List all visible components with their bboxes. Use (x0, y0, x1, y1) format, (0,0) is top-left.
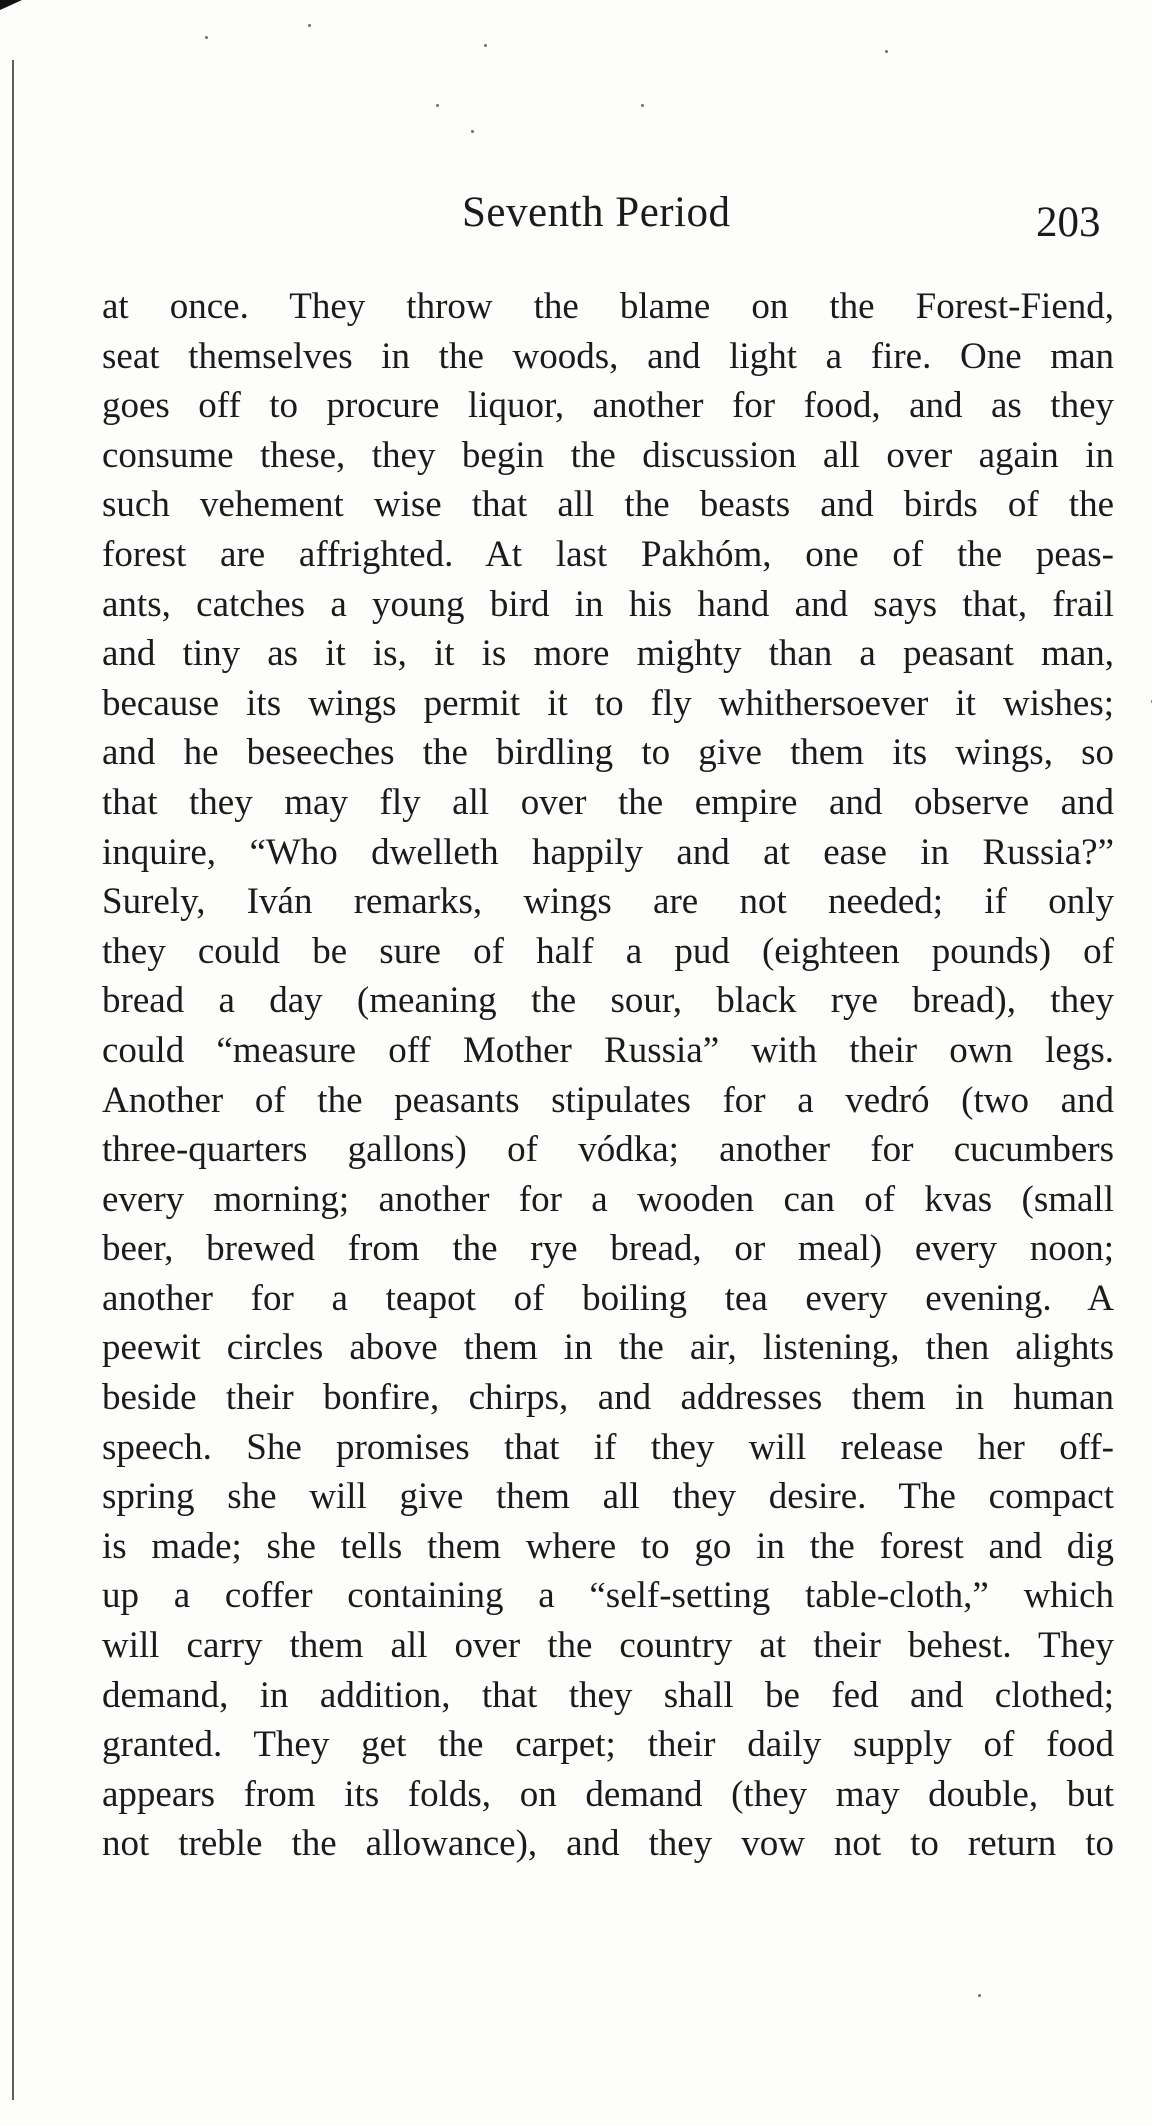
text-line: peewit circles above them in the air, listening, then alights (102, 1327, 1114, 1369)
text-line: and tiny as it is, it is more mighty than a peasant man, (102, 633, 1114, 675)
text-line: they could be sure of half a pud (eighteen pounds) of (102, 930, 1114, 972)
text-line: will carry them all over the country at their behest. They (102, 1625, 1114, 1667)
text-line: Surely, Iván remarks, wings are not needed; if only (102, 881, 1114, 923)
text-line: demand, in addition, that they shall be fed and clothed; (102, 1674, 1114, 1716)
text-line: forest are affrighted. At last Pakhóm, one of the peas- (102, 533, 1114, 575)
text-line: every morning; another for a wooden can of kvas (small (102, 1178, 1114, 1220)
text-line: three-quarters gallons) of vódka; another for cucumbers (102, 1129, 1114, 1171)
text-line: spring she will give them all they desire. The compact (102, 1476, 1114, 1518)
text-line: and he beseeches the birdling to give them its wings, so (102, 732, 1114, 774)
text-line: bread a day (meaning the sour, black rye bread), they (102, 980, 1114, 1022)
scan-speck (471, 130, 474, 133)
text-line: beer, brewed from the rye bread, or meal) every noon; (102, 1228, 1114, 1270)
text-line: because its wings permit it to fly whithersoever it wishes; (102, 682, 1114, 724)
scan-speck (205, 36, 208, 39)
text-line: appears from its folds, on demand (they may double, but (102, 1773, 1114, 1815)
page-header (0, 188, 1152, 248)
text-line: beside their bonfire, chirps, and addresses them in human (102, 1377, 1114, 1419)
scan-speck (436, 104, 439, 107)
text-line: Another of the peasants stipulates for a vedró (two and (102, 1079, 1114, 1121)
text-line: could “measure off Mother Russia” with their own legs. (102, 1029, 1114, 1071)
text-line: not treble the allowance), and they vow not to return to (102, 1823, 1114, 1865)
text-line: such vehement wise that all the beasts and birds of the (102, 484, 1114, 526)
running-head: Seventh Period (462, 189, 731, 236)
text-line: ants, catches a young bird in his hand and says that, frail (102, 583, 1114, 625)
page-binding-edge (12, 60, 14, 2100)
text-line: at once. They throw the blame on the Forest-Fiend, (102, 286, 1114, 327)
page-number: 203 (1036, 199, 1101, 246)
text-line: goes off to procure liquor, another for food, and as they (102, 385, 1114, 427)
scan-speck (885, 50, 888, 53)
body-text (102, 282, 1114, 1869)
text-line: up a coffer containing a “self-setting table-cloth,” which (102, 1575, 1114, 1617)
text-line: another for a teapot of boiling tea every evening. A (102, 1277, 1114, 1319)
text-line: consume these, they begin the discussion all over again in (102, 434, 1114, 476)
scan-speck (308, 24, 311, 27)
text-line: that they may fly all over the empire and observe and (102, 781, 1114, 823)
text-line: is made; she tells them where to go in the forest and dig (102, 1525, 1114, 1567)
scan-speck (484, 44, 487, 47)
scan-speck (641, 104, 644, 107)
text-line: granted. They get the carpet; their daily supply of food (102, 1724, 1114, 1766)
text-line: seat themselves in the woods, and light a fire. One man (102, 335, 1114, 377)
text-line: inquire, “Who dwelleth happily and at ease in Russia?” (102, 831, 1114, 873)
corner-mark (0, 0, 22, 10)
text-line: speech. She promises that if they will release her off- (102, 1426, 1114, 1468)
scan-speck (978, 1994, 981, 1997)
